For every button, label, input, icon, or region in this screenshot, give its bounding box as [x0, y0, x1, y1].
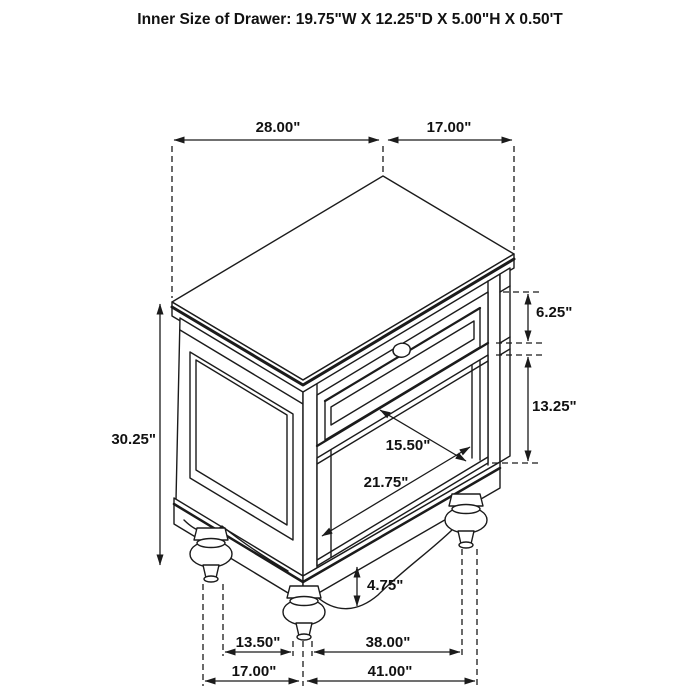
drawer-knob [393, 343, 410, 357]
dim-label-top-left: 28.00" [255, 119, 301, 136]
dim-label-bottom-outer-left: 17.00" [231, 663, 277, 680]
dim-label-leg-height: 4.75" [367, 577, 404, 594]
dim-label-top-right: 17.00" [426, 119, 472, 136]
dim-label-inner-depth: 15.50" [385, 437, 431, 454]
page-title: Inner Size of Drawer: 19.75"W X 12.25"D X 5.00"H X 0.50'T [137, 11, 563, 28]
dim-label-height: 30.25" [111, 431, 156, 448]
dim-label-opening-height: 13.25" [532, 398, 577, 415]
dim-label-bottom-outer-right: 41.00" [367, 663, 413, 680]
dim-label-inner-width: 21.75" [363, 474, 409, 491]
dim-label-bottom-inner-right: 38.00" [365, 634, 411, 651]
dim-label-bottom-inner-left: 13.50" [235, 634, 281, 651]
dim-label-drawer-height: 6.25" [536, 304, 573, 321]
